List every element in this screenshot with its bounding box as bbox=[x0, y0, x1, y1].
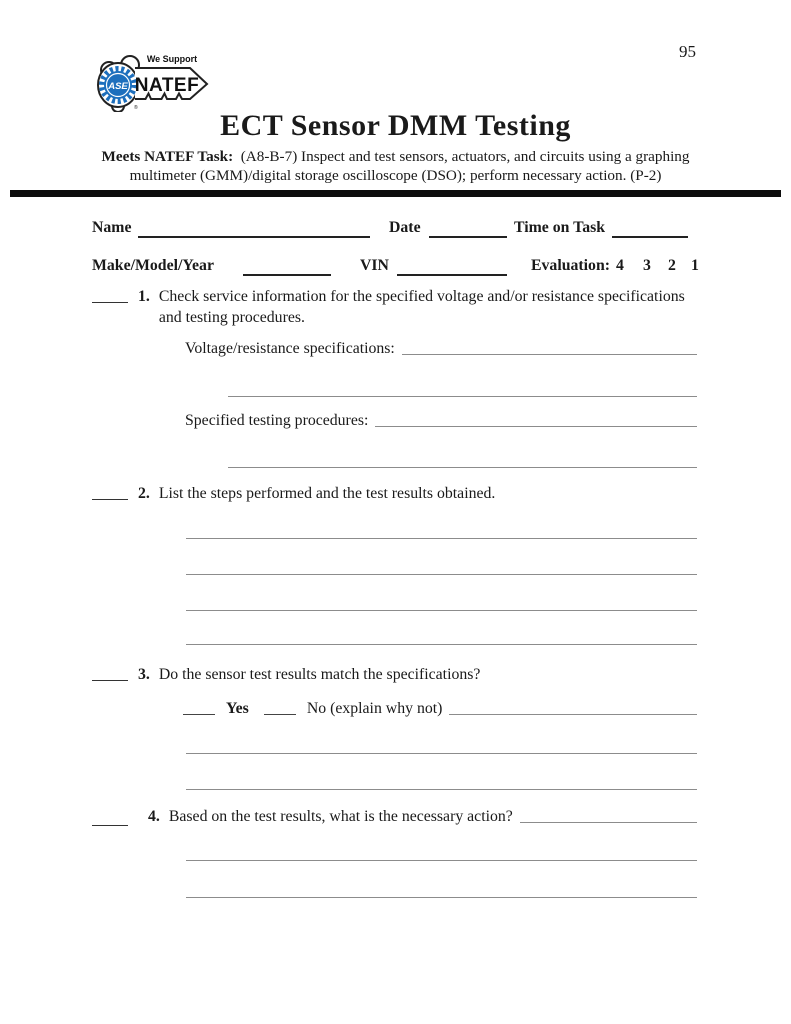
divider-rule bbox=[10, 190, 781, 197]
ruled-line bbox=[186, 610, 697, 611]
item-4-number: 4. bbox=[148, 808, 160, 825]
item-1-text: Check service information for the specified voltage and/or resistance specifications and testing procedures. bbox=[158, 288, 685, 326]
item-2 bbox=[92, 483, 706, 504]
no-label: No (explain why not) bbox=[306, 700, 443, 717]
evaluation-score-4: 4 bbox=[616, 257, 624, 274]
item-4-text: Based on the test results, what is the necessary action? bbox=[168, 808, 513, 825]
item-1 bbox=[92, 286, 706, 328]
task-line-1 bbox=[0, 147, 791, 166]
task-description bbox=[0, 147, 791, 185]
item-1-checkline bbox=[92, 286, 128, 303]
name-blank-line bbox=[138, 236, 370, 238]
ruled-line bbox=[186, 538, 697, 539]
page-title: ECT Sensor DMM Testing bbox=[220, 109, 571, 142]
voltage-spec-row bbox=[185, 340, 697, 358]
item-4-checkline bbox=[92, 809, 128, 826]
registered-mark: ® bbox=[134, 105, 138, 111]
evaluation-label: Evaluation: bbox=[531, 257, 610, 274]
page-number: 95 bbox=[679, 42, 696, 61]
no-checkline bbox=[264, 700, 296, 715]
ruled-line bbox=[228, 467, 697, 468]
ruled-line bbox=[186, 789, 697, 790]
procedures-row bbox=[185, 412, 697, 430]
yes-label: Yes bbox=[226, 700, 249, 717]
name-label: Name bbox=[92, 219, 132, 236]
voltage-spec-label: Voltage/resistance specifications: bbox=[185, 340, 395, 357]
ase-text: ASE bbox=[108, 81, 128, 92]
ruled-line bbox=[228, 396, 697, 397]
task-label: Meets NATEF Task: bbox=[101, 148, 234, 165]
natef-key-logo-graphic bbox=[93, 40, 221, 112]
item-3 bbox=[92, 664, 706, 685]
action-blank-line bbox=[520, 822, 697, 823]
task-text-1: (A8-B-7) Inspect and test sensors, actuators, and circuits using a graphing bbox=[240, 148, 690, 165]
natef-logo bbox=[93, 40, 221, 117]
task-line-2: multimeter (GMM)/digital storage oscilloscope (DSO); perform necessary action. (P-2) bbox=[129, 167, 662, 184]
ruled-line bbox=[186, 753, 697, 754]
item-3-checkline bbox=[92, 664, 128, 681]
yes-checkline bbox=[183, 700, 215, 715]
date-blank-line bbox=[429, 236, 507, 238]
procedures-label: Specified testing procedures: bbox=[185, 412, 369, 429]
make-model-year-label: Make/Model/Year bbox=[92, 257, 214, 274]
item-4 bbox=[92, 808, 697, 826]
natef-text: NATEF bbox=[134, 75, 200, 96]
ruled-line bbox=[186, 897, 697, 898]
item-1-number: 1. bbox=[138, 288, 150, 305]
item-2-text: List the steps performed and the test results obtained. bbox=[158, 485, 496, 502]
explain-blank-line bbox=[449, 714, 697, 715]
ruled-line bbox=[186, 860, 697, 861]
evaluation-score-2: 2 bbox=[668, 257, 676, 274]
evaluation-score-3: 3 bbox=[643, 257, 651, 274]
ruled-line bbox=[186, 644, 697, 645]
we-support-text: We Support bbox=[146, 54, 198, 64]
item-2-checkline bbox=[92, 483, 128, 500]
ruled-line bbox=[186, 574, 697, 575]
evaluation-score-1: 1 bbox=[691, 257, 699, 274]
item-2-number: 2. bbox=[138, 485, 150, 502]
time-on-task-blank-line bbox=[612, 236, 688, 238]
procedures-blank-line bbox=[375, 426, 697, 427]
voltage-spec-blank-line bbox=[402, 354, 697, 355]
vin-blank-line bbox=[397, 274, 507, 276]
item-3-text: Do the sensor test results match the specifications? bbox=[158, 666, 481, 683]
item-3-number: 3. bbox=[138, 666, 150, 683]
yes-no-row bbox=[183, 700, 697, 718]
time-on-task-label: Time on Task bbox=[514, 219, 606, 236]
date-label: Date bbox=[389, 219, 421, 236]
make-model-year-blank-line bbox=[243, 274, 331, 276]
vin-label: VIN bbox=[360, 257, 389, 274]
